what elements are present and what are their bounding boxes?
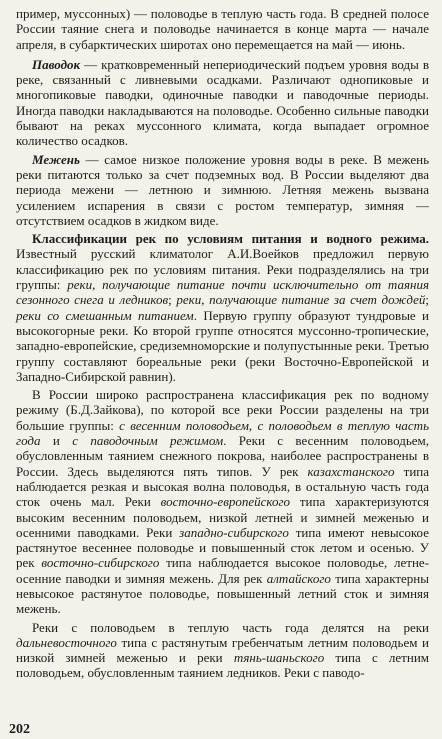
section-heading: Классификации рек по условиям питания и водного режима. <box>32 231 429 247</box>
paragraph-flood-season <box>16 6 429 52</box>
italic-freshet-regime: с паводочным режимом <box>72 433 224 449</box>
text: ; <box>168 292 177 308</box>
text: типа имеют невысокое растянутое весеннее половодье и повышенный сток летом и осенью. У рек <box>16 524 429 571</box>
text: пример, муссонных) — половодье в теплую часть года. В средней полосе России таяние снега и половодье начинается в конце марта — начале апреля, в субарктических широтах оно перемещается на май — июнь. <box>16 6 429 52</box>
text: типа наблюдается высокое половодье, летне-осенние паводки и зимняя межень. Для рек <box>16 555 429 586</box>
text: , <box>248 417 258 433</box>
text: В России широко распространена классификация рек по водному режиму (Б.Д.Зайкова), по которой все реки России разделены на три большие группы: <box>16 387 429 433</box>
italic-group-snow-glacier: реки, получающие питание почти исключительно от таяния сезонного снега и ледников <box>16 277 429 308</box>
text: — кратковременный непериодический подъем уровня воды в реке, связанный с ливневыми осадками. Различают однопиковые и многопиковые паводки, одиночные паводки и паводочные периоды. Иногда паводки накладываются на половодье. Особенно сильные паводки бывают на реках муссонного климата, когда выпадает огромное количество осадков. <box>16 56 429 149</box>
text: — самое низкое положение уровня воды в реке. В межень реки питаются только за счет подземных вод. В России выделяют два периода межени — летнюю и зимнюю. Летняя межень вызвана усилением испарения в связи с ростом температур, зимняя — отсутствием осадков в жидком виде. <box>16 151 429 228</box>
italic-tien-shan-type: тянь-шаньского <box>233 650 325 666</box>
paragraph-zaikov-classification <box>16 387 429 616</box>
text: ; <box>425 292 429 308</box>
text: Известный русский климатолог А.И.Воейков предложил первую классификацию рек по условиям питания. Реки подразделялись на три группы: <box>16 246 429 293</box>
text: Реки с половодьем в теплую часть года делятся на реки <box>32 619 429 635</box>
italic-spring-flood: с весенним половодьем <box>119 417 249 433</box>
italic-east-siberian-type: восточно-сибирского <box>41 555 160 571</box>
text: типа характерны невысокое растянутое половодье, повышенный летний сток и зимняя межень. <box>16 570 429 617</box>
italic-kazakhstan-type: казахстанского <box>307 463 395 479</box>
italic-west-siberian-type: западно-сибирского <box>179 524 289 540</box>
italic-warm-season-flood: с половодьем в теплую часть года <box>16 417 429 449</box>
paragraph-freshet-definition <box>16 57 429 149</box>
term-mezhen: Межень <box>32 151 80 167</box>
paragraph-warm-season-rivers <box>16 620 429 681</box>
italic-far-east-type: дальневосточного <box>16 634 117 650</box>
page-number: 202 <box>9 721 30 737</box>
term-pavodok: Паводок <box>32 56 81 72</box>
italic-group-mixed: реки со смешанным питанием <box>16 307 194 323</box>
text: типа с летним половодьем, обусловленным таянием ледников. Реки с паводо- <box>16 650 429 681</box>
text: типа характеризуются высоким весенним половодьем, низкой летней и зимней меженью и осенними паводками. Реки <box>16 494 429 540</box>
italic-east-european-type: восточно-европейского <box>160 494 291 510</box>
italic-group-rain: реки, получающие питание за счет дождей <box>176 292 426 308</box>
text: типа наблюдается резкая и высокая волна половодья, в остальную часть года сток очень мал. Реки <box>16 463 429 510</box>
text: . Первую группу образуют тундровые и высокогорные реки. Ко второй группе относятся муссонно-тропические, западно-европейские, средиземноморские и полупустынные реки. Третью группу составляют бореальные реки (реки Восточно-Европейской и Западно-Сибирской равнин). <box>16 307 430 384</box>
paragraph-low-water-definition <box>16 152 429 228</box>
text: и <box>40 433 73 449</box>
text: . Реки с весенним половодьем, обусловленным таянием снежного покрова, наиболее распространены в России. Здесь выделяются пять типов. У рек <box>16 433 429 479</box>
italic-altai-type: алтайского <box>266 570 331 586</box>
text: типа с растянутым гребенчатым летним половодьем и низкой зимней меженью и реки <box>16 634 429 666</box>
paragraph-river-classification <box>16 231 429 384</box>
